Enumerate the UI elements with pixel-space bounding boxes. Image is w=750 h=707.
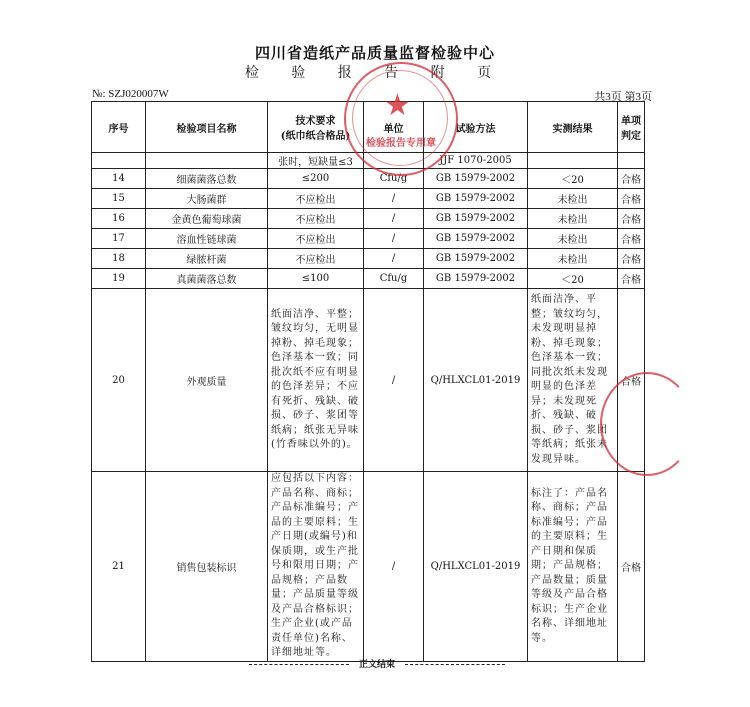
table-header-row [92,102,645,153]
header-method: 试验方法 [424,102,528,153]
appearance-result: 纸面洁净、平整；皱纹均匀，未发现明显掉粉、掉毛现象；色泽基本一致；同批次纸未发现明显的色泽差异；未发现死折、残缺、破损、砂子、浆团等纸病；纸张未发现异味。 [528,289,618,472]
dashed-line-right [405,664,505,665]
table-row: 15 大肠菌群 不应检出 / GB 15979-2002 未检出 合格 [92,189,645,209]
table-row: 14 细菌菌落总数 ≤200 Cfu/g GB 15979-2002 ＜20 合格 [92,169,645,189]
stamp-text: 检验报告专用章 [366,138,436,149]
cell-requirement: 张时，短缺量≤3 [268,153,364,169]
page-title: 四川省造纸产品质量监督检验中心 [254,44,495,62]
header-item: 检验项目名称 [146,102,268,153]
table-row: 19 真菌菌落总数 ≤100 Cfu/g GB 15979-2002 ＜20 合格 [92,269,645,289]
page-subtitle: 检 验 报 告 附 页 [244,65,506,81]
report-number: №: SZJ020007W [92,88,169,100]
labeling-requirement: 应包括以下内容：产品名称、商标；产品标准编号；产品的主要原料；生产日期(或编号)和保质期，或生产批号和限用日期；产品规格；产品数量；产品质量等级及产品合格标识；生产企业(或产品责任单位)名称、详细地址等。 [268,472,364,662]
header-unit: 单位 [364,102,424,153]
table-row: 18 绿脓杆菌 不应检出 / GB 15979-2002 未检出 合格 [92,249,645,269]
table-row-carry [92,153,645,169]
dashed-line-left [249,664,349,665]
star-icon: ★ [384,88,411,123]
header-result: 实测结果 [528,102,618,153]
table-row-appearance: 20 外观质量 纸面洁净、平整；皱纹均匀，无明显掉粉、掉毛现象；色泽基本一致；同批次纸不应有明显的色泽差异；不应有死折、残缺、破损、砂子、浆团等纸病；纸张无异味(竹香味以外的)。 / Q/HLXCL01-2019 纸面洁净、平整；皱纹均匀，未发现明显掉粉、掉毛现象；色泽基本一致；同批次纸未发现明显的色泽差异；未发现死折、残缺、破损、砂子、浆团等纸病；纸张未发现异味。 合格 [92,289,645,472]
table-row-labeling: 21 销售包装标识 应包括以下内容：产品名称、商标；产品标准编号；产品的主要原料；生产日期(或编号)和保质期，或生产批号和限用日期；产品规格；产品数量；产品质量等级及产品合格标识；生产企业(或产品责任单位)名称、详细地址等。 / Q/HLXCL01-2019 标注了：产品名称、商标；产品标准编号；产品的主要原料；生产日期和保质期；产品规格；产品数量；质量等级及产品合格标识；生产企业名称、详细地址等。 合格 [92,472,645,662]
end-of-text: 正文结束 [232,657,522,670]
table-row: 16 金黄色葡萄球菌 不应检出 / GB 15979-2002 未检出 合格 [92,209,645,229]
cell-method: JJF 1070-2005 [424,153,528,169]
labeling-result: 标注了：产品名称、商标；产品标准编号；产品的主要原料；生产日期和保质期；产品规格；产品数量；质量等级及产品合格标识；生产企业名称、详细地址等。 [528,472,618,662]
table-row: 17 溶血性链球菌 不应检出 / GB 15979-2002 未检出 合格 [92,229,645,249]
inspection-table [91,101,645,662]
page-info: 共3页 第3页 [594,91,652,103]
header-requirement: 技术要求 (纸巾纸合格品) [268,102,364,153]
appearance-requirement: 纸面洁净、平整；皱纹均匀，无明显掉粉、掉毛现象；色泽基本一致；同批次纸不应有明显的色泽差异；不应有死折、残缺、破损、砂子、浆团等纸病；纸张无异味(竹香味以外的)。 [268,289,364,472]
header-no: 序号 [92,102,146,153]
header-verdict: 单项 判定 [618,102,645,153]
